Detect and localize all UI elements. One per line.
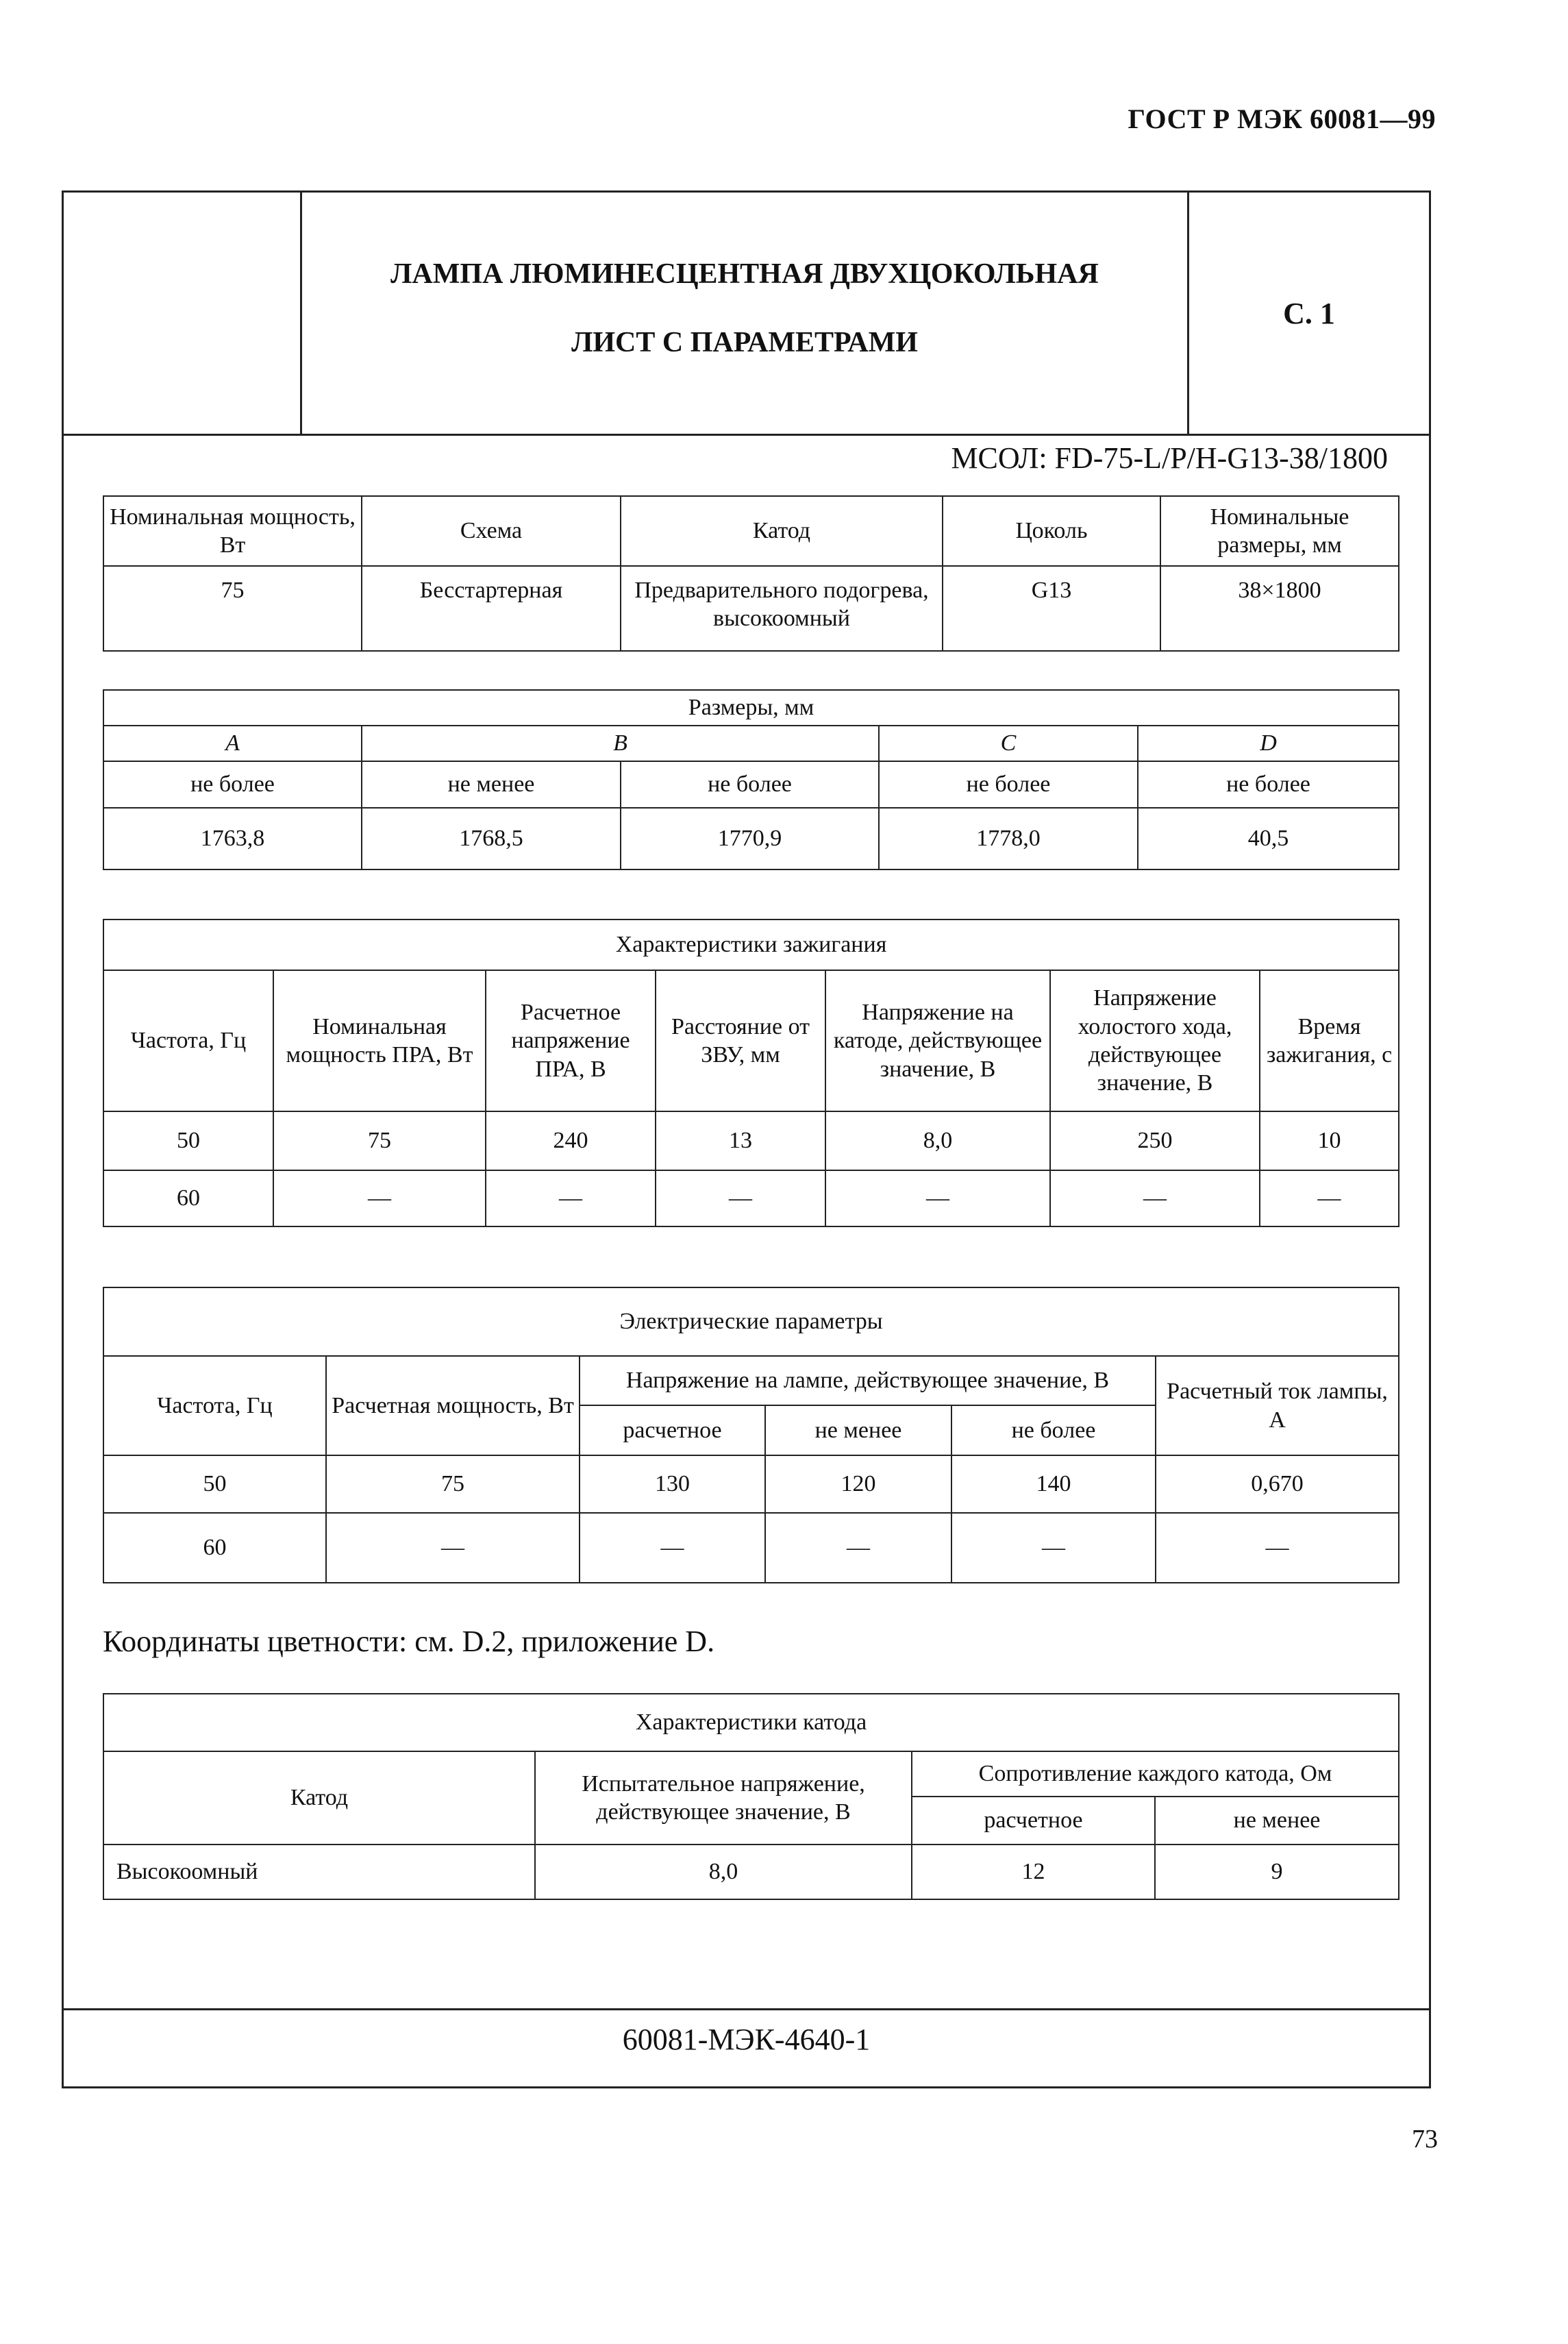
lamp-summary-table	[103, 495, 1399, 652]
dimension-letter: C	[879, 726, 1138, 761]
data-sheet-frame	[62, 190, 1431, 2088]
value-cell: 38×1800	[1160, 566, 1399, 651]
value-cell: —	[951, 1513, 1156, 1583]
header-cell: Катод	[621, 496, 943, 566]
sheet-title: ЛАМПА ЛЮМИНЕСЦЕНТНАЯ ДВУХЦОКОЛЬНАЯ	[390, 258, 1099, 290]
value-cell: Предварительного подогрева, высокоомный	[621, 566, 943, 651]
value-cell: 1778,0	[879, 808, 1138, 869]
header-cell: Сопротивление каждого катода, Ом	[912, 1751, 1399, 1797]
header-cell: Расстояние от ЗВУ, мм	[656, 970, 825, 1111]
subheader-cell: расчетное	[580, 1405, 765, 1455]
value-cell: 60	[103, 1513, 326, 1583]
dimension-letter: A	[103, 726, 362, 761]
value-cell: —	[1050, 1170, 1260, 1226]
ignition-table	[103, 919, 1399, 1227]
header-cell: Схема	[362, 496, 621, 566]
value-cell: 120	[765, 1455, 951, 1513]
value-cell: 13	[656, 1111, 825, 1170]
lamp-designation: МСОЛ: FD-75-L/P/H-G13-38/1800	[951, 441, 1388, 475]
value-cell: —	[1260, 1170, 1399, 1226]
sheet-number: С. 1	[1187, 193, 1429, 434]
header-cell: Испытательное напряжение, действующее значение, В	[535, 1751, 912, 1845]
value-cell: 1770,9	[621, 808, 879, 869]
cathode-characteristics-table	[103, 1693, 1399, 1900]
chromaticity-note: Координаты цветности: см. D.2, приложение D.	[103, 1625, 715, 1658]
value-cell: 0,670	[1156, 1455, 1399, 1513]
header-cell: Напряжение на лампе, действующее значение, В	[580, 1356, 1156, 1405]
value-cell: —	[273, 1170, 486, 1226]
value-cell: —	[656, 1170, 825, 1226]
table-title: Характеристики катода	[103, 1694, 1399, 1751]
value-cell: —	[825, 1170, 1050, 1226]
value-cell: —	[1156, 1513, 1399, 1583]
value-cell: Бесстартерная	[362, 566, 621, 651]
value-cell: 1763,8	[103, 808, 362, 869]
value-cell: 10	[1260, 1111, 1399, 1170]
table-title: Характеристики зажигания	[103, 920, 1399, 970]
dimension-letter: B	[362, 726, 879, 761]
value-cell: 40,5	[1138, 808, 1399, 869]
value-cell: 140	[951, 1455, 1156, 1513]
header-cell: Частота, Гц	[103, 970, 273, 1111]
sheet-code: 60081-МЭК-4640-1	[622, 2023, 871, 2056]
value-cell: —	[765, 1513, 951, 1583]
value-cell: 75	[273, 1111, 486, 1170]
limit-cell: не менее	[362, 761, 621, 808]
header-cell: Расчетная мощность, Вт	[326, 1356, 580, 1455]
header-cell: Напряжение на катоде, действующее значение, В	[825, 970, 1050, 1111]
value-cell: 130	[580, 1455, 765, 1513]
subheader-cell: не менее	[765, 1405, 951, 1455]
header-cell: Катод	[103, 1751, 535, 1845]
value-cell: Высокоомный	[103, 1845, 535, 1899]
header-cell: Номинальные размеры, мм	[1160, 496, 1399, 566]
value-cell: 1768,5	[362, 808, 621, 869]
electrical-parameters-table	[103, 1287, 1399, 1583]
value-cell: 250	[1050, 1111, 1260, 1170]
header-cell: Номинальная мощность, Вт	[103, 496, 362, 566]
dimensions-table	[103, 689, 1399, 870]
page-number: 73	[1412, 2125, 1438, 2154]
value-cell: G13	[943, 566, 1160, 651]
value-cell: —	[580, 1513, 765, 1583]
table-title: Электрические параметры	[103, 1287, 1399, 1356]
dimension-letter: D	[1138, 726, 1399, 761]
limit-cell: не более	[879, 761, 1138, 808]
value-cell: 75	[103, 566, 362, 651]
value-cell: 60	[103, 1170, 273, 1226]
subheader-cell: не более	[951, 1405, 1156, 1455]
header-cell: Цоколь	[943, 496, 1160, 566]
header-cell: Номинальная мощность ПРА, Вт	[273, 970, 486, 1111]
standard-number: ГОСТ Р МЭК 60081—99	[1128, 103, 1436, 134]
header-cell: Расчетный ток лампы, А	[1156, 1356, 1399, 1455]
limit-cell: не более	[621, 761, 879, 808]
header-cell: Напряжение холостого хода, действующее значение, В	[1050, 970, 1260, 1111]
table-title: Размеры, мм	[103, 690, 1399, 726]
header-cell: Время зажигания, с	[1260, 970, 1399, 1111]
sheet-subtitle: ЛИСТ С ПАРАМЕТРАМИ	[571, 327, 918, 358]
value-cell: 9	[1155, 1845, 1399, 1899]
value-cell: 12	[912, 1845, 1155, 1899]
footer-divider	[64, 2008, 1429, 2010]
value-cell: 240	[486, 1111, 656, 1170]
value-cell: 8,0	[535, 1845, 912, 1899]
value-cell: 50	[103, 1111, 273, 1170]
header-title-cell	[302, 193, 1187, 434]
subheader-cell: расчетное	[912, 1797, 1155, 1845]
limit-cell: не более	[103, 761, 362, 808]
value-cell: —	[486, 1170, 656, 1226]
header-cell: Расчетное напряжение ПРА, В	[486, 970, 656, 1111]
header-cell: Частота, Гц	[103, 1356, 326, 1455]
value-cell: 50	[103, 1455, 326, 1513]
value-cell: —	[326, 1513, 580, 1583]
header-blank-cell	[64, 193, 302, 434]
value-cell: 8,0	[825, 1111, 1050, 1170]
sheet-header	[64, 193, 1429, 436]
value-cell: 75	[326, 1455, 580, 1513]
subheader-cell: не менее	[1155, 1797, 1399, 1845]
limit-cell: не более	[1138, 761, 1399, 808]
